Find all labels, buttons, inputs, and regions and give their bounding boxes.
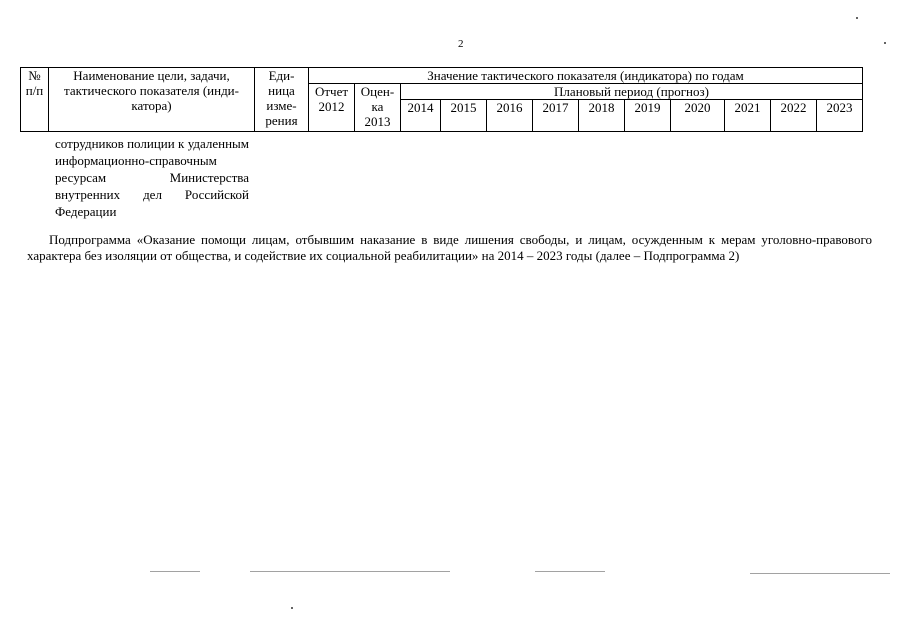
year-header: 2014 xyxy=(401,100,441,132)
indicator-continuation-text: сотрудников полиции к удаленным информационно-справочным ресурсам Министерства внутренних дел Российской Федерации xyxy=(55,136,249,219)
col-name-header: Наименование цели, задачи, тактического показателя (инди- катора) xyxy=(49,68,255,132)
scan-artifact-line xyxy=(535,571,605,572)
scan-artifact-dot xyxy=(856,17,858,19)
scan-artifact-line xyxy=(150,571,200,572)
year-header: 2021 xyxy=(725,100,771,132)
col-unit-header: Еди- ница изме- рения xyxy=(255,68,309,132)
col-estimate-header: Оцен- ка 2013 xyxy=(355,84,401,132)
year-header: 2019 xyxy=(625,100,671,132)
year-header: 2023 xyxy=(817,100,863,132)
plan-period-header: Плановый период (прогноз) xyxy=(401,84,863,100)
subprogram-title: Подпрограмма «Оказание помощи лицам, отбывшим наказание в виде лишения свободы, и лицам, осужденным к мерам уголовно-правового характера без изоляции от общества, и содействие их социальной реабилитации» на 2014 – 2023 годы (далее – Подпрограмма 2) xyxy=(27,232,872,263)
col-report-header: Отчет 2012 xyxy=(309,84,355,132)
year-header: 2017 xyxy=(533,100,579,132)
scan-artifact-dot xyxy=(291,607,293,609)
page-number: 2 xyxy=(458,38,464,50)
scan-artifact-dot xyxy=(884,42,886,44)
year-header: 2020 xyxy=(671,100,725,132)
scan-artifact-line xyxy=(250,571,450,572)
col-number-header: № п/п xyxy=(21,68,49,132)
value-header: Значение тактического показателя (индикатора) по годам xyxy=(309,68,863,84)
year-header: 2015 xyxy=(441,100,487,132)
year-header: 2022 xyxy=(771,100,817,132)
year-header: 2018 xyxy=(579,100,625,132)
scan-artifact-line xyxy=(750,573,890,574)
year-header: 2016 xyxy=(487,100,533,132)
indicator-table xyxy=(20,67,863,132)
